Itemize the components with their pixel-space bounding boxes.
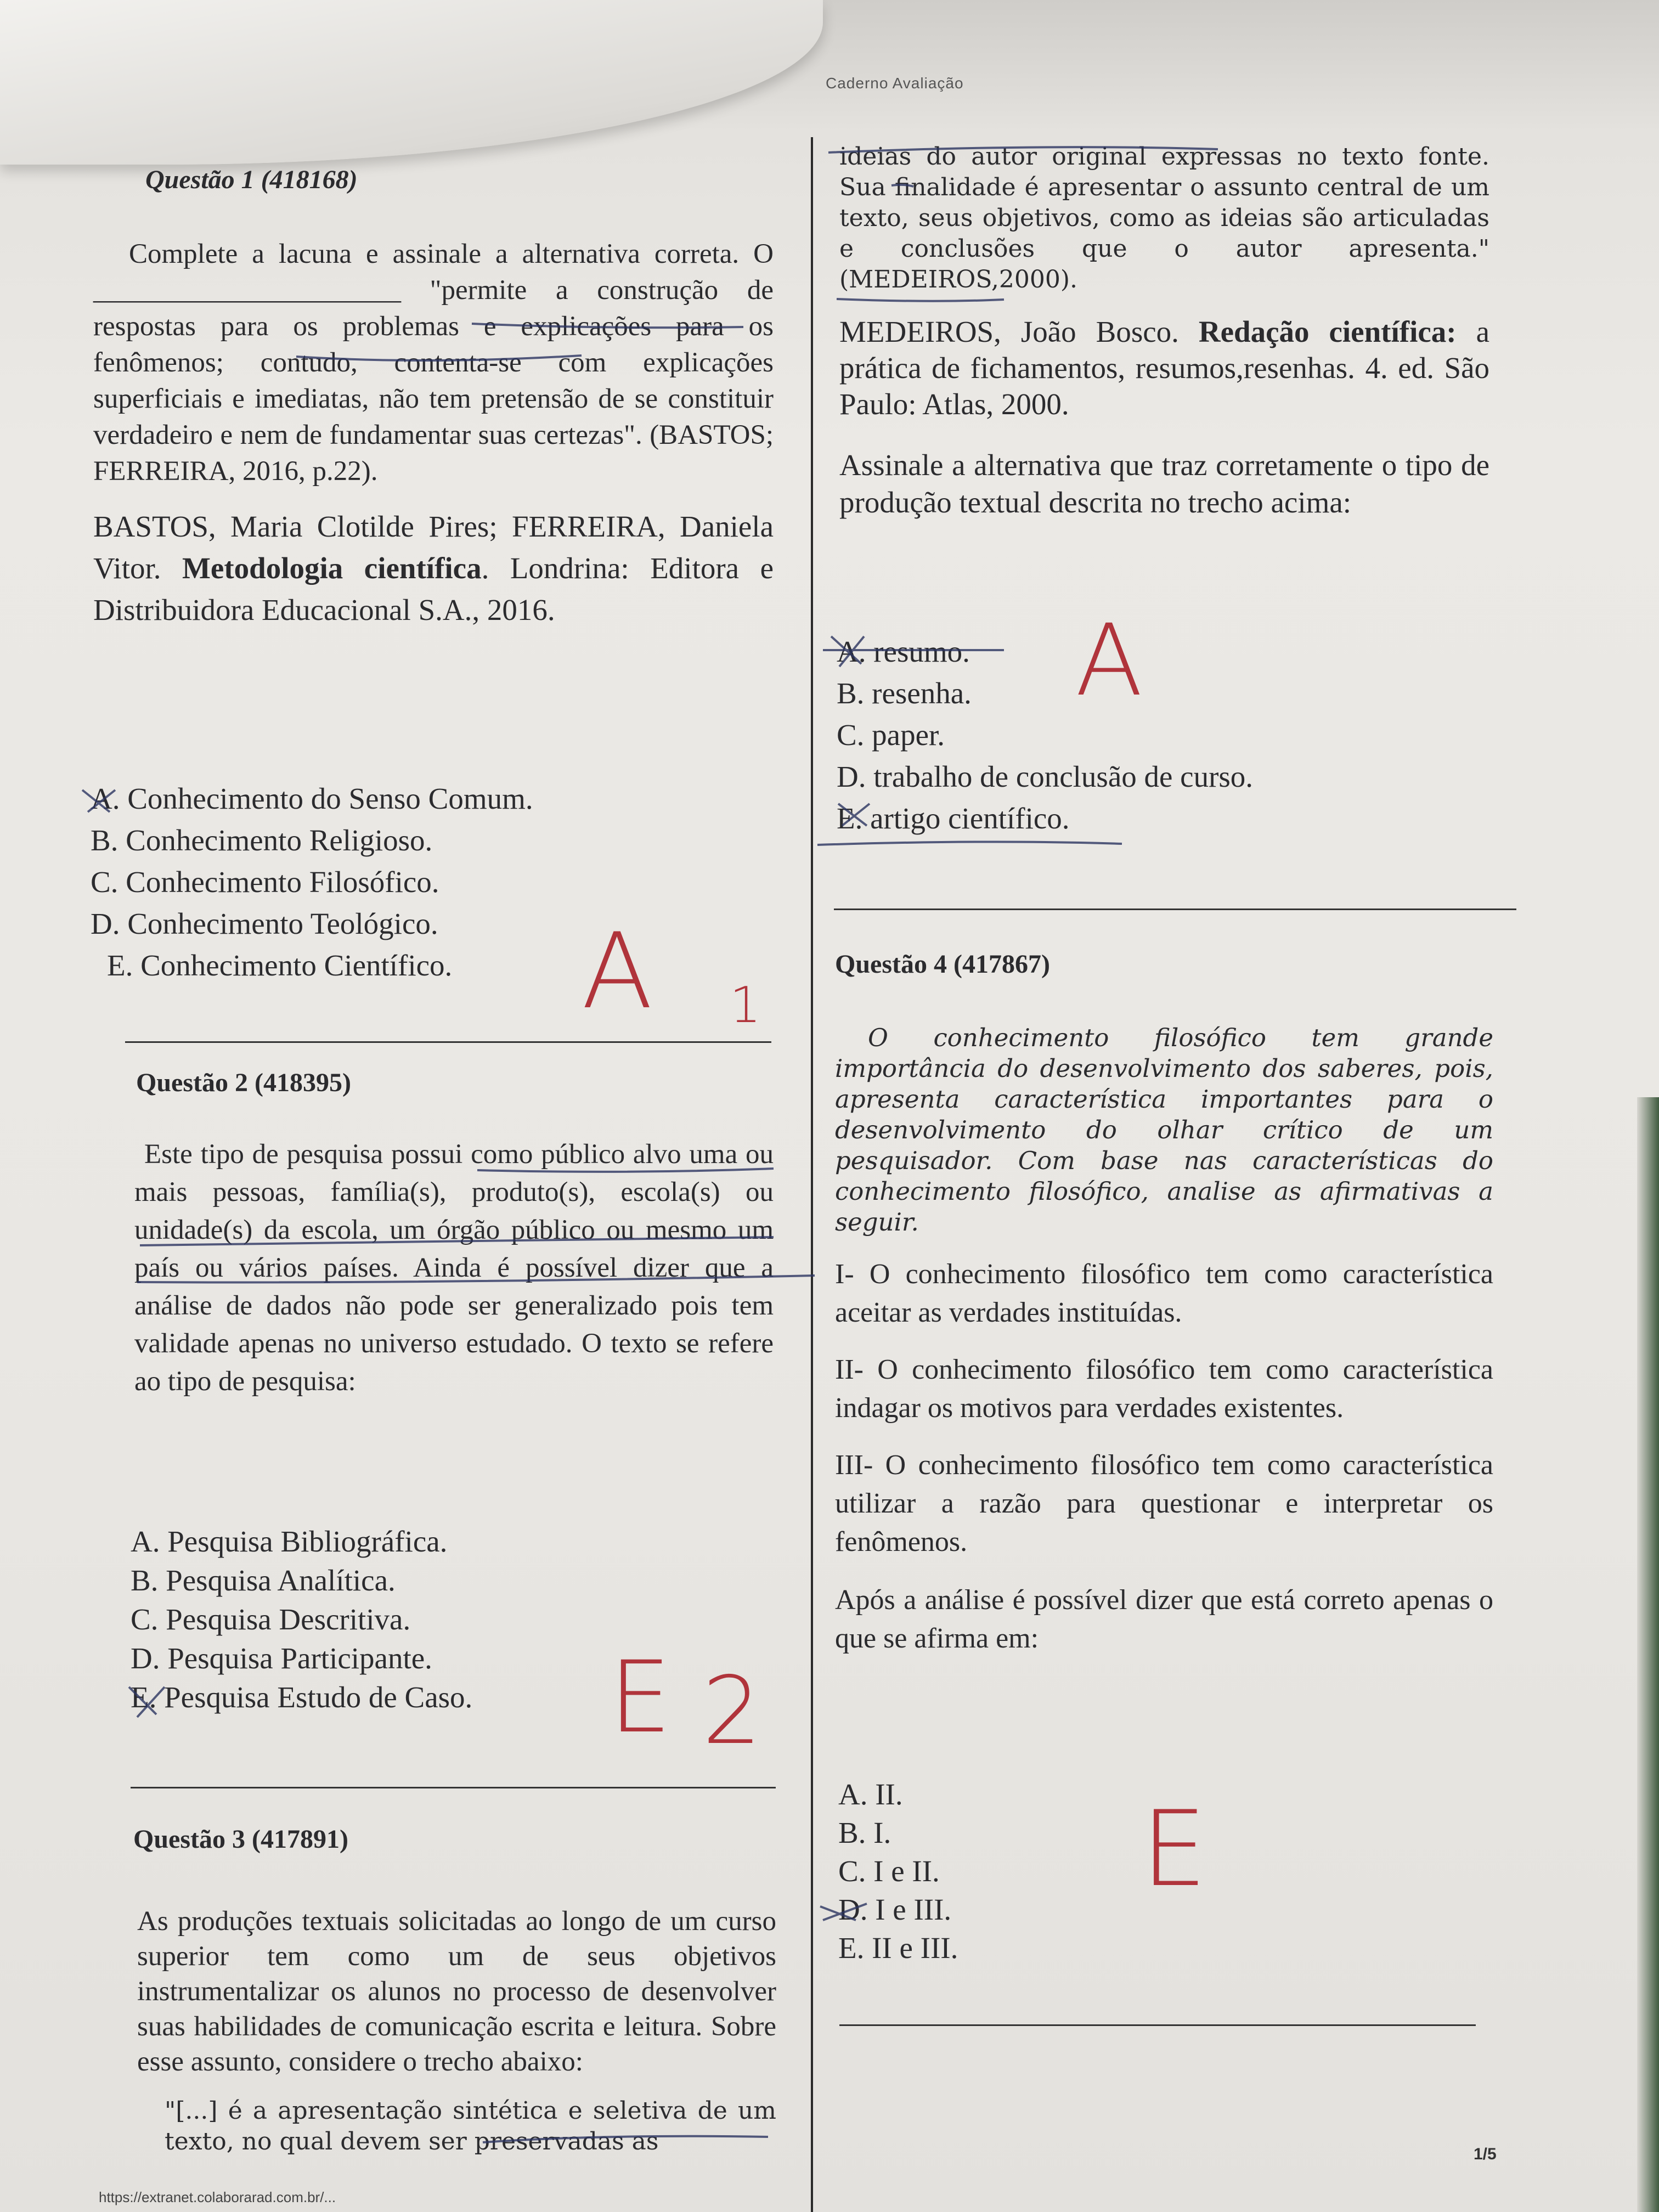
underline-mark [817,842,1122,845]
question-4-item-1: I- O conhecimento filosófico tem como característica aceitar as verdades instituídas. [835,1259,1493,1328]
question-4 [835,1023,1493,1658]
question-1-reference [93,506,774,631]
question-4-title: Questão 4 (417867) [835,950,1050,979]
question-3-option-c[interactable]: C. paper. [837,718,945,752]
question-4-text: O conhecimento filosófico tem grande importância do desenvolvimento dos saberes, pois, apresenta característica importantes para o desenvolvimento do olhar crítico de um pesquisador. Com base nas características do conhecimento filosófico, analise as afirmativas a seguir. [835,1023,1493,1237]
separator [125,1041,771,1043]
question-2-option-d[interactable]: D. Pesquisa Participante. [131,1641,432,1675]
question-1-reference-authors: BASTOS, Maria Clotilde Pires; FERREIRA, Daniela Vitor. [93,510,774,585]
question-1-title: Questão 1 (418168) [145,165,358,194]
folded-page-corner [0,0,823,165]
question-2-title-box [136,1068,767,1098]
question-3-text: As produções textuais solicitadas ao longo de um curso superior tem como um de seus objetivos instrumentalizar os alunos no processo de desenvolver suas habilidades de comunicação escrita e leitura. Sobre esse assunto, considere o trecho abaixo: [137,1906,776,2077]
question-2-title: Questão 2 (418395) [136,1068,351,1097]
question-3-reference-author: MEDEIROS, João Bosco. [839,315,1199,348]
separator [839,2024,1476,2026]
header-title: Caderno Avaliação [826,75,964,92]
question-3-title-box [133,1824,764,1854]
question-1-option-d[interactable]: D. Conhecimento Teológico. [91,907,438,940]
footer-url: https://extranet.colaborarad.com.br/... [99,2189,336,2205]
question-3-option-e[interactable]: E. artigo científico. [837,802,1070,835]
question-1-handwritten-number: 1 [730,977,761,1034]
question-3 [137,1904,776,2157]
question-1-handwritten-answer: A [582,911,653,1032]
question-2-option-b[interactable]: B. Pesquisa Analítica. [131,1564,396,1597]
question-4-option-e[interactable]: E. II e III. [838,1931,958,1965]
question-3-title: Questão 3 (417891) [133,1825,348,1854]
question-3-handwritten-answer: A [1075,603,1143,718]
question-2 [134,1136,774,1401]
question-3-continued [839,142,1489,521]
question-2-text: Este tipo de pesquisa possui como público alvo uma ou mais pessoas, família(s), produto(s), escola(s) ou unidade(s) da escola, um órgão público ou mesmo um país ou vários países. Ainda é possível dizer que a análise de dados não pode ser generalizado pois tem validade apenas no universo estudado. O texto se refere ao tipo de pesquisa: [134,1139,774,1397]
question-3-reference-title: Redação científica: [1198,315,1457,348]
question-4-item-3: III- O conhecimento filosófico tem como característica utilizar a razão para questionar e interpretar os fenômenos. [835,1449,1493,1558]
question-4-option-c[interactable]: C. I e II. [838,1854,940,1888]
question-1-title-box [145,165,776,195]
question-1-text: Complete a lacuna e assinale a alternativa correta. O ______________________ "permite a construção de respostas para os problemas e explicações para os fenômenos; contudo, contenta-se com explicações superficiais e imediatas, não tem pretensão de se constituir verdadeiro e nem de fundamentar suas certezas". (BASTOS; FERREIRA, 2016, p.22). [93,239,774,487]
question-4-title-box [835,949,1466,979]
question-3-option-a[interactable]: A. resumo. [837,635,970,668]
question-1-option-b[interactable]: B. Conhecimento Religioso. [91,823,433,857]
question-4-option-a[interactable]: A. II. [838,1778,903,1811]
question-4-item-2: II- O conhecimento filosófico tem como característica indagar os motivos para verdades existentes. [835,1354,1493,1424]
separator [131,1787,776,1788]
question-2-option-e[interactable]: E. Pesquisa Estudo de Caso. [131,1680,473,1714]
question-2-handwritten-answer: E [609,1640,672,1755]
question-3-reference-details: a prática de fichamentos, resumos,resenhas. 4. ed. São Paulo: Atlas, 2000. [839,315,1489,421]
question-2-options [131,1522,679,1717]
question-1-option-e[interactable]: E. Conhecimento Científico. [107,949,453,982]
question-3-quote-end: ideias do autor original expressas no texto fonte. Sua finalidade é apresentar o assunto central de um texto, seus objetivos, como as ideias são articuladas e conclusões que o autor apresenta." (MEDEIROS,2000). [839,143,1489,294]
question-1-reference-publisher: . Londrina: Editora e Distribuidora Educacional S.A., 2016. [93,551,774,627]
question-4-options [838,1775,1332,1967]
question-1-option-c[interactable]: C. Conhecimento Filosófico. [91,865,439,899]
question-4-prompt: Após a análise é possível dizer que está correto apenas o que se afirma em: [835,1584,1493,1654]
column-divider [811,137,813,2212]
question-2-option-c[interactable]: C. Pesquisa Descritiva. [131,1602,411,1636]
question-1 [93,236,774,631]
question-4-handwritten-answer: E [1141,1788,1207,1910]
question-4-option-b[interactable]: B. I. [838,1816,891,1849]
question-3-reference [839,314,1489,422]
background-edge [1637,1097,1659,2212]
question-2-handwritten-number: 2 [702,1657,762,1765]
question-3-quote-start: "[...] é a apresentação sintética e seletiva de um texto, no qual devem ser preservadas as [165,2097,776,2155]
question-1-option-a[interactable]: A. Conhecimento do Senso Comum. [91,782,533,815]
question-3-prompt: Assinale a alternativa que traz corretamente o tipo de produção textual descrita no trecho acima: [839,448,1489,519]
question-1-reference-title: Metodologia científica [182,551,482,585]
separator [834,909,1516,910]
question-3-option-d[interactable]: D. trabalho de conclusão de curso. [837,760,1254,793]
question-2-option-a[interactable]: A. Pesquisa Bibliográfica. [131,1525,448,1558]
page-number: 1/5 [1474,2145,1497,2163]
question-4-option-d[interactable]: D. I e III. [838,1893,952,1926]
question-3-option-b[interactable]: B. resenha. [837,676,972,710]
